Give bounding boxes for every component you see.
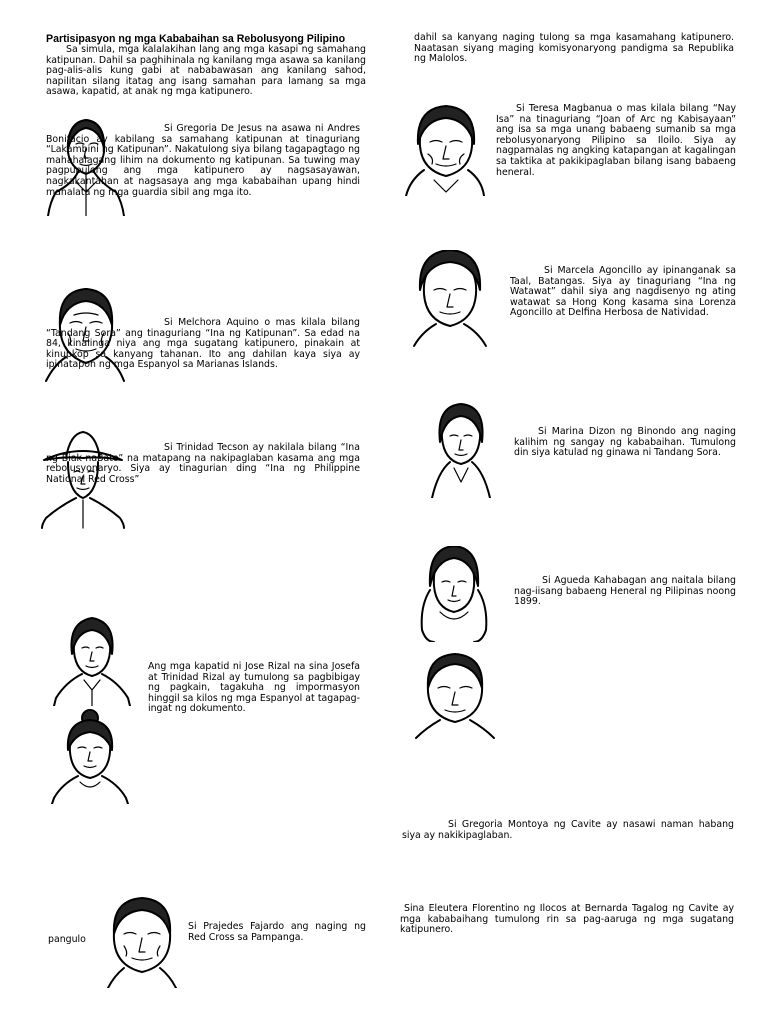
prajedes-fajardo-text-b: pangulo — [48, 934, 86, 945]
agueda-kahabagan-portrait-icon — [416, 546, 492, 642]
page-title: Partisipasyon ng mga Kababaihan sa Rebolusyong Pilipino — [46, 33, 346, 45]
teresa-continued-text: dahil sa kanyang naging tulong sa mga kasamahang katipunero. Naatasan siyang maging komisyonaryong pandigma sa Republika ng Malolos. — [414, 32, 734, 65]
marina-dizon-text: Si Marina Dizon ng Binondo ang naging kalihim ng sangay ng kababaihan. Tumulong din siya katulad ng ginawa ni Tandang Sora. — [514, 426, 736, 459]
rizal-sisters-text: Ang mga kapatid ni Jose Rizal na sina Josefa at Trinidad Rizal ay tumulong sa pagbibigay ng pagkain, tagakuha ng impormasyon hinggil sa kilos ng mga Espanyol at tagapag-ingat ng dokumento. — [148, 661, 360, 715]
marina-dizon-portrait-icon — [428, 402, 494, 498]
melchora-aquino-text: Si Melchora Aquino o mas kilala bilang “Tandang Sora” ang tinaguriang “Ina ng Katipunan”. Sa edad na 84, kinalinga niya ang mga sugatang katipunero, pinakain at kinupkop sa kanyang tahanan. Ito ang dahilan kaya siya ay ipinatapon ng mga Espanyol sa Marianas Islands. — [46, 317, 360, 371]
teresa-magbanua-text: Si Teresa Magbanua o mas kilala bilang “Nay Isa” na tinaguriang “Joan of Arc ng Kabisayaan” ang isa sa mga unang babaeng sumanib sa mga rebolusyonaryong Pilipino sa Iloilo. Siya ay nagpamalas ng angking katapangan at kagalingan sa taktika at pakikipaglaban bilang isang babaeng heneral. — [496, 103, 736, 178]
gregoria-montoya-portrait-icon — [414, 652, 496, 744]
gregoria-montoya-text: Si Gregoria Montoya ng Cavite ay nasawi naman habang siya ay nakikipaglaban. — [402, 819, 734, 841]
teresa-magbanua-portrait-icon — [404, 104, 486, 196]
marcela-agoncillo-text: Si Marcela Agoncillo ay ipinanganak sa Taal, Batangas. Siya ay tinaguriang “Ina ng Watawat” dahil siya ang nagdisenyo ng ating watawat sa Hong Kong kasama sina Lorenza Agoncillo at Delfina Herbosa de Natividad. — [510, 265, 736, 319]
prajedes-fajardo-text: Si Prajedes Fajardo ang naging ng Red Cross sa Pampanga. — [188, 921, 366, 943]
josefa-rizal-portrait-icon — [52, 614, 132, 706]
prajedes-fajardo-portrait-icon — [102, 896, 182, 988]
marcela-agoncillo-portrait-icon — [410, 250, 490, 350]
agueda-kahabagan-text: Si Agueda Kahabagan ang naitala bilang nag-iisang babaeng Heneral ng Pilipinas noong 1899. — [514, 575, 736, 608]
eleutera-bernarda-text: Sina Eleutera Florentino ng Ilocos at Bernarda Tagalog ng Cavite ay mga kababaihang tumulong rin sa pag-aaruga ng mga sugatang katipunero. — [400, 903, 734, 936]
gregoria-de-jesus-text: Si Gregoria De Jesus na asawa ni Andres Bonifacio ay kabilang sa samahang katipunan at tinaguriang “Lakambini ng Katipunan”. Nakatulong siya bilang tagapagtago ng mahahalagang lihim na dokumento ng katipunan. Sa tuwing may pagpupulong ang mga katipunero ay nagsasayawan, nagkakantahan at nagsasaya ang mga kababaihan upang hindi mahalata ng mga guardia sibil ang mga ito. — [46, 123, 360, 198]
trinidad-tecson-text: Si Trinidad Tecson ay nakilala bilang “Ina ng Biak-naBato” na matapang na nakipaglaban kasama ang mga rebolusyonaryo. Siya ay tinagurian ding “Ina ng Philippine National Red Cross” — [46, 442, 360, 485]
trinidad-rizal-portrait-icon — [50, 708, 130, 804]
intro-paragraph: Sa simula, mga kalalakihan lang ang mga kasapi ng samahang katipunan. Dahil sa paghihinala ng kanilang mga asawa sa kanilang pag-alis-alis kung gabi at nababawasan ang kanilang sahod, napilitan silang itatag ang isang samahan para lamang sa mga asawa, kapatid, at anak ng mga katipunero. — [46, 44, 366, 98]
